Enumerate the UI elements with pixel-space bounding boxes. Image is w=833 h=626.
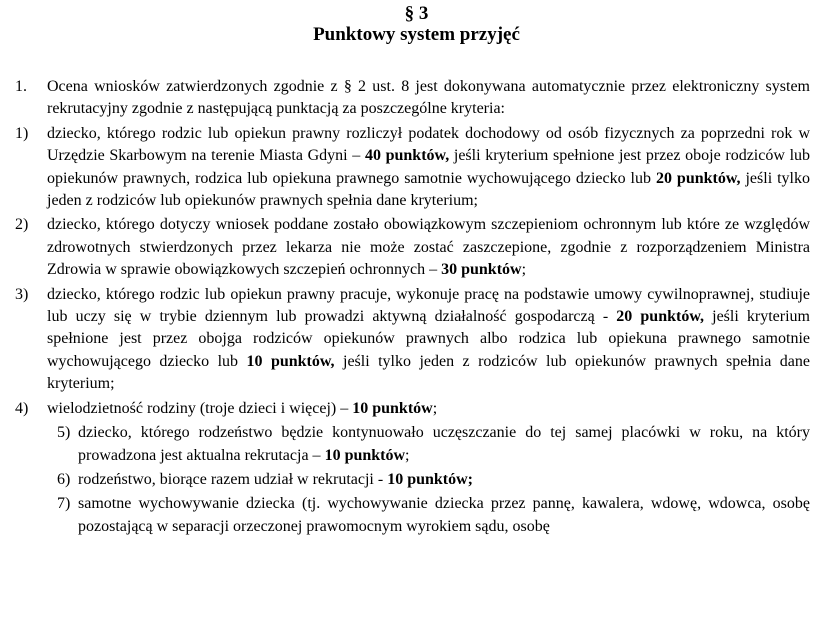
list-item-marker: 5) <box>57 424 71 442</box>
list-item-marker: 3) <box>15 285 29 303</box>
list-item-marker: 7) <box>57 495 71 513</box>
list-item <box>15 398 810 420</box>
list-item-text: wielodzietność rodziny (troje dzieci i więcej) – 10 punktów; <box>47 399 438 417</box>
list-item-text: dziecko, którego rodzeństwo będzie kontynuowało uczęszczanie do tej samej placówki w roku, na który prowadzona jest aktualna rekrutacja – 10 punktów; <box>78 424 810 464</box>
document-title: Punktowy system przyjęć <box>313 24 520 45</box>
list-item <box>15 284 810 396</box>
list-item-text: dziecko, którego dotyczy wniosek poddane zostało obowiązkowym szczepieniom ochronnym lub które ze względów zdrowotnych stwierdzonych przez lekarza nie może zostać zaszczepione, zgodnie z rozporządzeniem Ministra Zdrowia w sprawie obowiązkowych szczepień ochronnych – 30 punktów; <box>47 216 810 279</box>
list-item-marker: 6) <box>57 470 71 488</box>
list-item <box>15 469 810 491</box>
list-item-marker: 1. <box>15 78 27 95</box>
list-item-text: samotne wychowywanie dziecka (tj. wychowywanie dziecka przez pannę, kawalera, wdowę, wdowca, osobę pozostającą w separacji orzeczonej prawomocnym wyrokiem sądu, osobę <box>78 495 810 535</box>
list-item <box>15 422 810 467</box>
list-item-text: rodzeństwo, biorące razem udział w rekrutacji - 10 punktów; <box>78 470 473 488</box>
list-item-text: dziecko, którego rodzic lub opiekun prawny rozliczył podatek dochodowy od osób fizycznych za poprzedni rok w Urzędzie Skarbowym na terenie Miasta Gdyni – 40 punktów, jeśli kryterium spełnione jest przez oboje rodziców lub opiekunów prawnych, rodzica lub opiekuna prawnego samotnie wychowującego dziecko lub 20 punktów, jeśli tylko jeden z rodziców lub opiekunów prawnych spełnia dane kryterium; <box>47 124 811 210</box>
list-item-marker: 2) <box>15 216 29 234</box>
list-item-marker: 4) <box>15 399 29 417</box>
list-item-marker: 1) <box>15 124 29 142</box>
list-item <box>15 123 810 213</box>
document-heading <box>0 0 833 45</box>
list-item <box>15 76 810 121</box>
list-item-text: Ocena wniosków zatwierdzonych zgodnie z § 2 ust. 8 jest dokonywana automatycznie przez elektroniczny system rekrutacyjny zgodnie z następującą punktacją za poszczególne kryteria: <box>47 78 810 118</box>
list-item <box>15 493 810 538</box>
document-body <box>15 76 810 538</box>
list-item <box>15 214 810 281</box>
section-number: § 3 <box>404 3 429 24</box>
list-item-text: dziecko, którego rodzic lub opiekun prawny pracuje, wykonuje pracę na podstawie umowy cywilnoprawnej, studiuje lub uczy się w trybie dziennym lub prowadzi aktywną działalność gospodarczą - 20 punktów, jeśli kryterium spełnione jest przez obojga rodziców opiekunów prawnych albo rodzica lub opiekuna prawnego samotnie wychowującego dziecko lub 10 punktów, jeśli tylko jeden z rodziców lub opiekunów prawnych spełnia dane kryterium; <box>47 285 811 393</box>
